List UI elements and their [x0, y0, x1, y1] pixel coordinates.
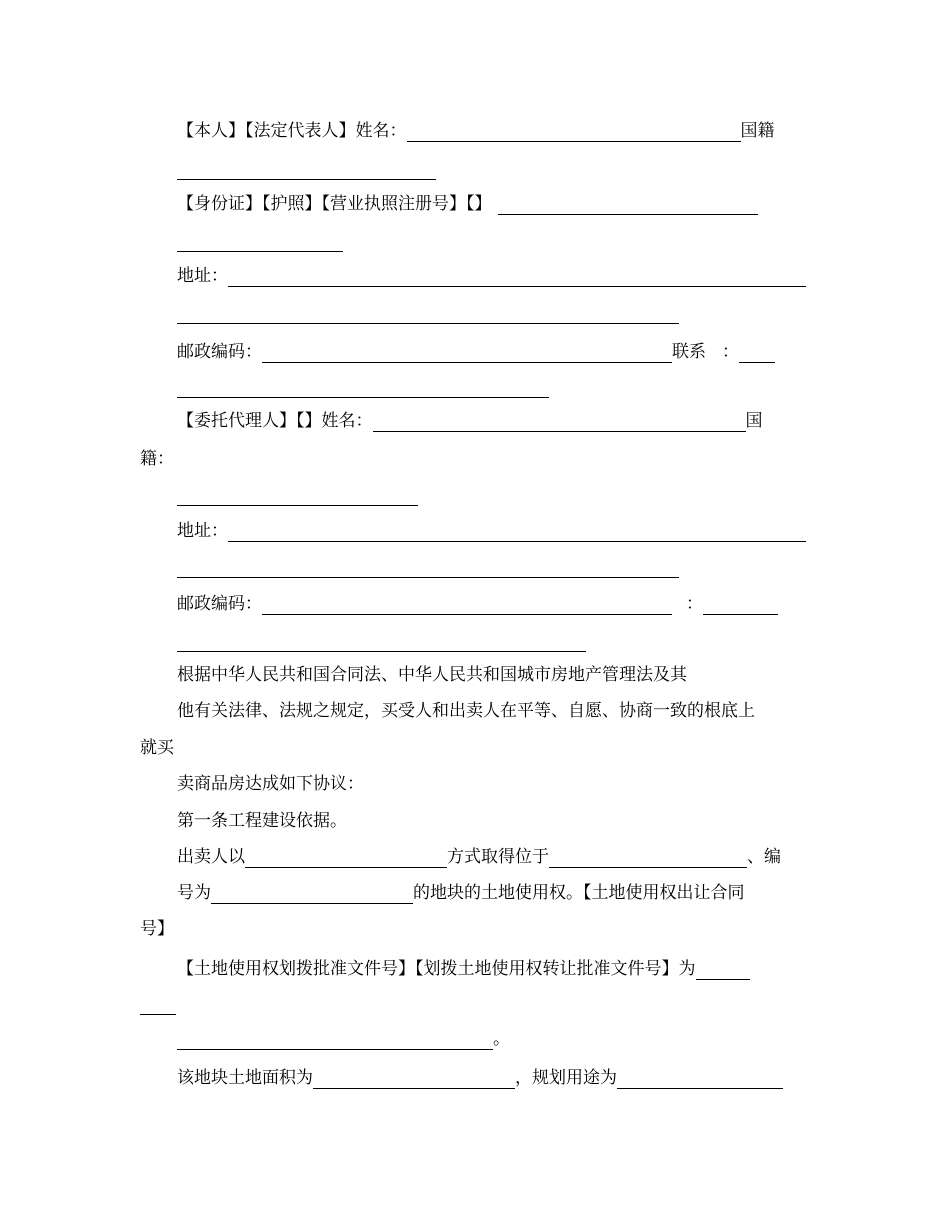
article-one-heading — [177, 810, 347, 832]
address-label: 地址： — [177, 266, 228, 286]
preamble-line-4 — [177, 773, 364, 795]
id-document-label: 【身份证】【护照】【营业执照注册号】【】 — [177, 194, 492, 214]
agent-name-label: 【委托代理人】【】姓名： — [177, 411, 373, 431]
agent-contact-blank-continued[interactable] — [177, 633, 586, 652]
allocation-document-end-line — [177, 1028, 510, 1050]
agent-nationality-line — [140, 448, 174, 470]
land-area-label: 该地块土地面积为 — [177, 1068, 313, 1088]
agent-nationality-blank-line — [177, 484, 418, 506]
contact-label: 联系 — [672, 342, 706, 362]
agent-nationality-blank[interactable] — [177, 487, 418, 506]
article-one-title: 第一条工程建设依据。 — [177, 811, 347, 831]
preamble-text-1: 根据中华人民共和国合同法、中华人民共和国城市房地产管理法及其 — [177, 665, 687, 685]
address-line — [177, 265, 806, 287]
planned-use-label: ，规划用途为 — [515, 1068, 617, 1088]
agent-name-blank[interactable] — [373, 413, 746, 432]
postal-code-blank[interactable] — [262, 344, 672, 363]
land-area-line — [177, 1067, 783, 1089]
address-blank[interactable] — [228, 268, 806, 287]
number-is-label: 号为 — [177, 883, 211, 903]
address-blank-continued[interactable] — [177, 305, 679, 324]
agent-address-blank-continued[interactable] — [177, 559, 679, 578]
address-continued-line — [177, 302, 679, 324]
nationality-blank-line — [177, 158, 436, 180]
allocation-document-blank[interactable] — [696, 961, 750, 980]
principal-name-line — [177, 120, 775, 142]
nationality-blank[interactable] — [177, 161, 436, 180]
contact-blank[interactable] — [739, 344, 775, 363]
land-contract-number-line — [140, 918, 174, 940]
postal-code-label: 邮政编码： — [177, 342, 262, 362]
seller-by-label: 出卖人以 — [177, 847, 245, 867]
full-stop: 。 — [493, 1029, 510, 1049]
contract-number-label: 号】 — [140, 919, 174, 939]
planned-use-blank[interactable] — [617, 1070, 783, 1089]
id-document-line — [177, 193, 758, 215]
allocation-document-continued-line — [140, 993, 176, 1015]
id-number-blank-continued[interactable] — [177, 233, 343, 252]
agent-name-line — [177, 410, 763, 432]
preamble-text-2: 他有关法律、法规之规定，买受人和出卖人在平等、自愿、协商一致的根底上 — [177, 701, 755, 721]
preamble-text-4: 卖商品房达成如下协议： — [177, 774, 364, 794]
allocation-document-blank-end[interactable] — [177, 1031, 493, 1050]
land-use-right-text: 的地块的土地使用权。【土地使用权出让合同 — [413, 883, 745, 903]
agent-nationality-label-continued: 籍： — [140, 449, 174, 469]
allocation-document-label: 【土地使用权划拨批准文件号】【划拨土地使用权转让批准文件号】为 — [177, 959, 696, 979]
agent-address-blank[interactable] — [228, 523, 806, 542]
land-area-blank[interactable] — [313, 1070, 515, 1089]
located-at-label: 方式取得位于 — [447, 847, 549, 867]
id-number-continued-line — [177, 230, 343, 252]
preamble-text-3: 就买 — [140, 738, 174, 758]
preamble-line-1 — [177, 664, 687, 686]
agent-postal-code-blank[interactable] — [262, 596, 672, 615]
agent-address-label: 地址： — [177, 521, 228, 541]
agent-contact-colon: ： — [686, 594, 703, 614]
preamble-line-2 — [177, 700, 755, 722]
principal-name-label: 【本人】【法定代表人】姓名： — [177, 121, 407, 141]
principal-name-blank[interactable] — [407, 123, 741, 142]
agent-contact-continued-line — [177, 630, 586, 652]
contact-continued-line — [177, 376, 549, 398]
preamble-line-3 — [140, 737, 174, 759]
land-number-blank[interactable] — [211, 885, 413, 904]
agent-postal-code-label: 邮政编码： — [177, 594, 262, 614]
location-blank[interactable] — [549, 849, 747, 868]
id-number-blank[interactable] — [498, 196, 758, 215]
agent-contact-blank[interactable] — [703, 596, 778, 615]
land-acquisition-line — [177, 846, 781, 868]
allocation-document-line — [177, 958, 750, 980]
allocation-document-blank-continued[interactable] — [140, 996, 176, 1015]
acquisition-method-blank[interactable] — [245, 849, 447, 868]
agent-nationality-label: 国 — [745, 411, 763, 431]
contact-colon: ： — [722, 342, 739, 362]
agent-address-continued-line — [177, 556, 679, 578]
contact-blank-continued[interactable] — [177, 379, 549, 398]
land-number-line — [177, 882, 745, 904]
number-label: 、编 — [747, 847, 781, 867]
nationality-label: 国籍 — [740, 121, 775, 141]
agent-address-line — [177, 520, 806, 542]
agent-postal-code-line — [177, 593, 778, 615]
postal-code-line — [177, 341, 775, 363]
